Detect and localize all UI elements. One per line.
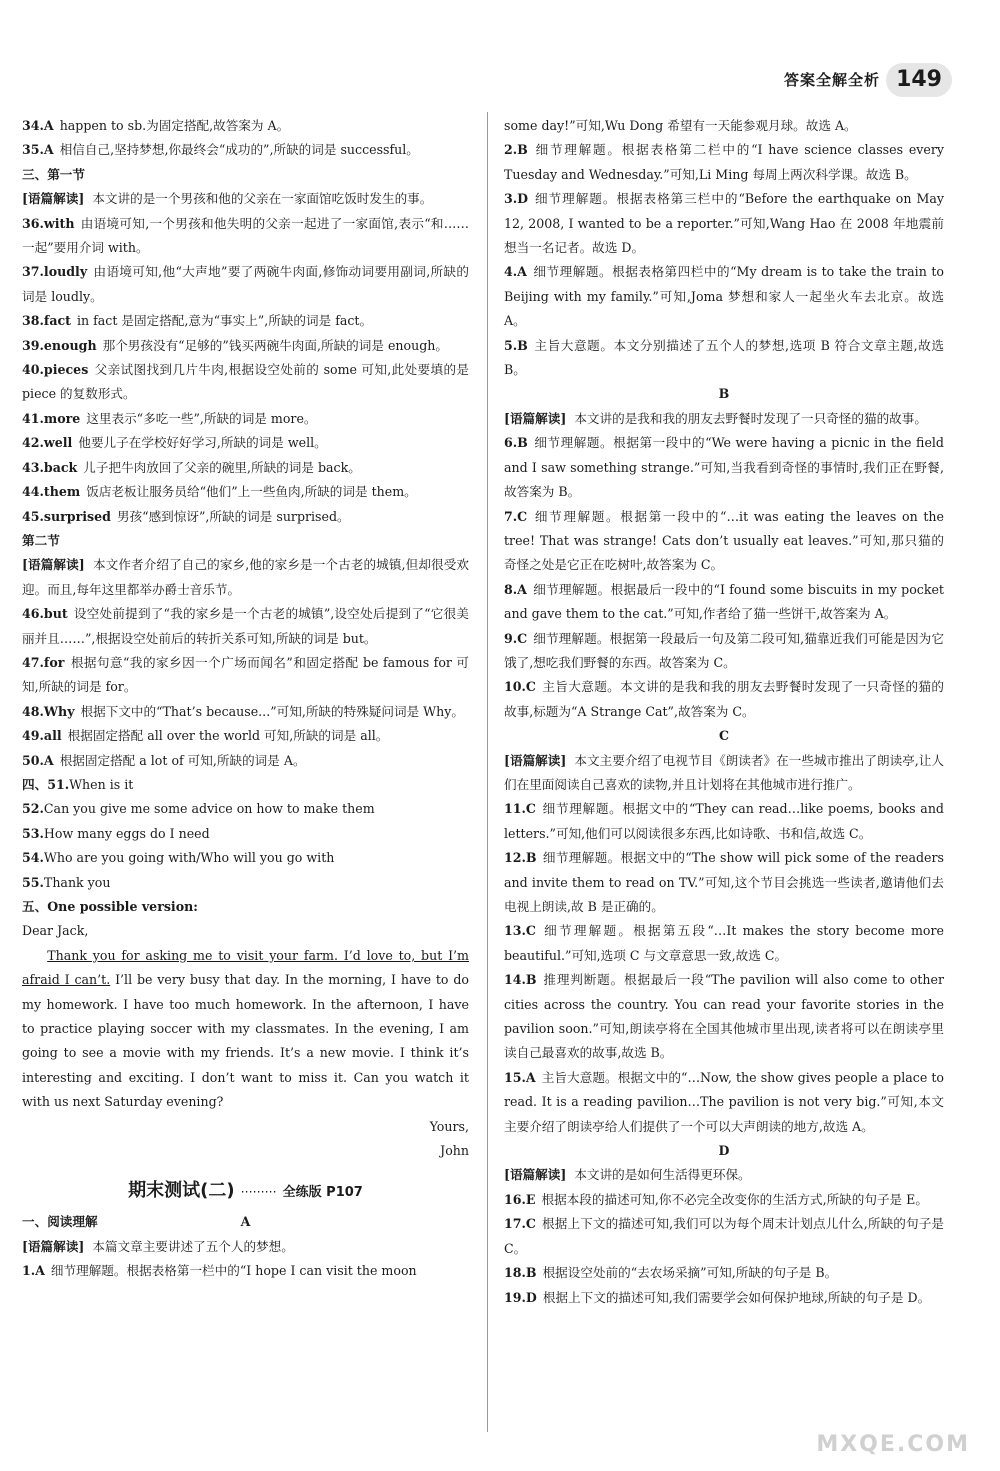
answer-item: 12.B 细节理解题。根据文中的“The show will pick some of the readers and invite them to read on TV.”可知,这个节目会挑选一些读者,邀请他们去电视上朗读,故 B 是正确的。 <box>504 850 944 914</box>
section-title: 五、One possible version: <box>22 899 198 914</box>
answer-item: 36.with 由语境可知,一个男孩和他失明的父亲一起进了一家面馆,表示“和……一起”要用介词 with。 <box>22 215 469 256</box>
answer-item: 46.but 设空处前提到了“我的家乡是一个古老的城镇”,设空处后提到了“它很美丽并且……”,根据设空处前后的转折关系可知,所缺的词是 but。 <box>22 606 469 646</box>
answer-item: 45.surprised 男孩“感到惊讶”,所缺的词是 surprised。 <box>22 508 350 524</box>
section-title: 一、阅读理解 <box>22 1213 98 1229</box>
answer-item: 48.Why 根据下文中的“That’s because...”可知,所缺的特殊疑问词是 Why。 <box>22 703 464 719</box>
right-column <box>504 114 944 1310</box>
answer-item: 4.A 细节理解题。根据表格第四栏中的“My dream is to take the train to Beijing with my family.”可知,Joma 梦想和家人一起坐火车去北京。故选 A。 <box>504 264 944 329</box>
answer-item: 9.C 细节理解题。根据第一段最后一句及第二段可知,猫靠近我们可能是因为它饿了,想吃我们野餐的东西。故答案为 C。 <box>504 630 944 670</box>
answer-item: 55.Thank you <box>22 874 111 890</box>
answer-item: 11.C 细节理解题。根据文中的“They can read…like poems, books and letters.”可知,他们可以阅读很多东西,比如诗歌、书和信,故选 C。 <box>504 801 944 841</box>
letter-body <box>22 944 469 1115</box>
column-divider <box>487 112 488 1432</box>
answer-item: 43.back 儿子把牛肉放回了父亲的碗里,所缺的词是 back。 <box>22 459 361 475</box>
answer-item: 50.A 根据固定搭配 a lot of 可知,所缺的词是 A。 <box>22 752 306 768</box>
answer-item: 34.A happen to sb.为固定搭配,故答案为 A。 <box>22 118 290 133</box>
answer-item: 17.C 根据上下文的描述可知,我们可以为每个周末计划点儿什么,所缺的句子是 C。 <box>504 1216 944 1256</box>
answer-item: 37.loudly 由语境可知,他“大声地”要了两碗牛肉面,修饰动词要用副词,所缺的词是 loudly。 <box>22 264 469 304</box>
answer-item: 8.A 细节理解题。根据最后一段中的“I found some biscuits in my pocket and gave them to the cat.”可知,作者给了猫一些饼干,故答案为 A。 <box>504 581 944 622</box>
answer-item: 13.C 细节理解题。根据第五段“…It makes the story become more beautiful.”可知,选项 C 与文章意思一致,故选 C。 <box>504 923 944 963</box>
answer-item: 39.enough 那个男孩没有“足够的”钱买两碗牛肉面,所缺的词是 enough。 <box>22 337 448 353</box>
answer-item: 53.How many eggs do I need <box>22 825 210 841</box>
answer-item: 40.pieces 父亲试图找到几片牛肉,根据设空处前的 some 可知,此处要填的是 piece 的复数形式。 <box>22 362 469 402</box>
answer-item: 1.A 细节理解题。根据表格第一栏中的“I hope I can visit the moon <box>22 1263 417 1279</box>
answer-item: 35.A 相信自己,坚持梦想,你最终会“成功的”,所缺的词是 successful。 <box>22 142 419 158</box>
answer-item: 18.B 根据设空处前的“去农场采摘”可知,所缺的句子是 B。 <box>504 1265 838 1281</box>
answer-item: 5.B 主旨大意题。本文分别描述了五个人的梦想,选项 B 符合文章主题,故选 B。 <box>504 337 944 378</box>
letter-underlined: Thank you for asking me to visit your farm. I’d love to, but I’m afraid I can’t. <box>22 947 469 988</box>
letter-closing: Yours, <box>429 1118 469 1134</box>
reading-note: [语篇解读] 本文讲的是我和我的朋友去野餐时发现了一只奇怪的猫的故事。 <box>504 410 927 426</box>
answer-item: 38.fact in fact 是固定搭配,意为“事实上”,所缺的词是 fact。 <box>22 313 373 329</box>
answer-item: 19.D 根据上下文的描述可知,我们需要学会如何保护地球,所缺的句子是 D。 <box>504 1289 931 1305</box>
answer-item: 15.A 主旨大意题。根据文中的“…Now, the show gives people a place to read. It is a reading pavilion…The pavilion is not very big.”可知,本文主要介绍了朗读亭给人们提供了一个可以大声朗读的地方,故选 A。 <box>504 1069 944 1134</box>
answer-item: 14.B 推理判断题。根据最后一段“The pavilion will also come to other cities across the country. You can read your favorite stories in the pavilion soon.”可知,朗读亭将在全国其他城市里出现,读者将可以在朗读亭里读自己最喜欢的故事,故选 B。 <box>504 972 944 1061</box>
reading-note: [语篇解读] 本文讲的是一个男孩和他的父亲在一家面馆吃饭时发生的事。 <box>22 191 433 207</box>
page-header <box>784 60 952 100</box>
answer-item: 7.C 细节理解题。根据第一段中的“…it was eating the leaves on the tree! That was strange! Cats don’t usually eat leaves.”可知,那只猫的奇怪之处是它正在吃树叶,故答案为 C。 <box>504 508 944 573</box>
section-title: 第二节 <box>22 532 60 548</box>
answer-item: 2.B 细节理解题。根据表格第二栏中的“I have science classes every Tuesday and Wednesday.”可知,Li Ming 每周上两次科学课。故选 B。 <box>504 142 944 182</box>
letter-signature: John <box>440 1143 469 1159</box>
letter-text: I’ll be very busy that day. In the morning, I have to do my homework. I have too much homework. In the afternoon, I have to practice playing soccer with my classmates. In the evening, I am going to see a movie with my friends. It’s a new movie. I think it’s interesting and exciting. I don’t want to miss it. Can you watch it with us next Saturday evening? <box>22 972 469 1110</box>
answer-item-continued: some day!”可知,Wu Dong 希望有一天能参观月球。故选 A。 <box>504 118 857 133</box>
answer-item: 3.D 细节理解题。根据表格第三栏中的“Before the earthquake on May 12, 2008, I wanted to be a reporter.”可知,Wang Hao 在 2008 年地震前想当一名记者。故选 D。 <box>504 191 944 256</box>
answer-item: 6.B 细节理解题。根据第一段中的“We were having a picnic in the field and I saw something strange.”可知,当我看到奇怪的事情时,我们正在野餐,故答案为 B。 <box>504 435 944 500</box>
watermark: MXQE.COM <box>816 1431 970 1457</box>
section-title: 三、第一节 <box>22 166 85 182</box>
reading-note: [语篇解读] 本篇文章主要讲述了五个人的梦想。 <box>22 1238 294 1254</box>
page-number: 149 <box>886 63 952 97</box>
letter-salutation: Dear Jack, <box>22 923 89 939</box>
answer-item: 44.them 饭店老板让服务员给“他们”上一些鱼肉,所缺的词是 them。 <box>22 484 417 500</box>
part-label: D <box>718 1143 730 1159</box>
answer-item: 42.well 他要儿子在学校好好学习,所缺的词是 well。 <box>22 435 327 451</box>
part-label: B <box>718 386 730 402</box>
answer-item: 54.Who are you going with/Who will you go with <box>22 850 335 866</box>
reading-note: [语篇解读] 本文作者介绍了自己的家乡,他的家乡是一个古老的城镇,但却很受欢迎。而且,每年这里都举办爵士音乐节。 <box>22 557 469 597</box>
answer-item: 10.C 主旨大意题。本文讲的是我和我的朋友去野餐时发现了一只奇怪的猫的故事,标题为“A Strange Cat”,故答案为 C。 <box>504 679 944 719</box>
left-column <box>22 114 469 1284</box>
answer-item: 47.for 根据句意“我的家乡因一个广场而闻名”和固定搭配 be famous for 可知,所缺的词是 for。 <box>22 654 469 695</box>
answer-item: 49.all 根据固定搭配 all over the world 可知,所缺的词是 all。 <box>22 728 389 744</box>
part-label: C <box>718 728 730 744</box>
reading-note: [语篇解读] 本文主要介绍了电视节目《朗读者》在一些城市推出了朗读亭,让人们在里面阅读自己喜欢的读物,并且计划将在其他城市进行推广。 <box>504 752 944 792</box>
header-title: 答案全解全析 <box>784 70 881 89</box>
answer-item: 52.Can you give me some advice on how to make them <box>22 801 375 817</box>
exam-title: 期末测试(二) ········· 全练版 P107 <box>128 1180 363 1202</box>
part-label: A <box>240 1214 251 1230</box>
answer-item: 41.more 这里表示“多吃一些”,所缺的词是 more。 <box>22 410 317 426</box>
answer-item: 16.E 根据本段的描述可知,你不必完全改变你的生活方式,所缺的句子是 E。 <box>504 1191 928 1207</box>
reading-note: [语篇解读] 本文讲的是如何生活得更环保。 <box>504 1167 751 1183</box>
answer-item: 四、51.When is it <box>22 776 134 792</box>
